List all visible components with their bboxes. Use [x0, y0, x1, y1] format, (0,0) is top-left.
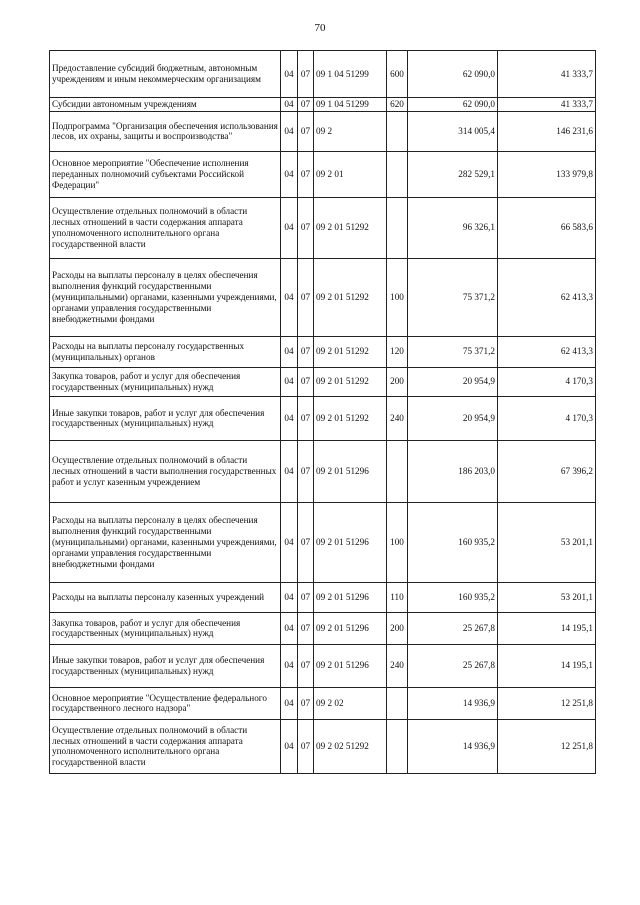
row-subsection-code: 07 — [298, 111, 314, 151]
row-amount-1: 282 529,1 — [408, 151, 498, 197]
row-name: Осуществление отдельных полномочий в области лесных отношений в части содержания аппарата уполномоченного исполнительного органа государственной власти — [50, 719, 281, 773]
row-amount-2: 41 333,7 — [498, 98, 596, 112]
row-amount-2: 4 170,3 — [498, 367, 596, 396]
table-row — [50, 197, 596, 258]
row-section-code: 04 — [281, 336, 298, 367]
row-subsection-code: 07 — [298, 687, 314, 719]
row-amount-2: 41 333,7 — [498, 51, 596, 98]
row-expense-type: 600 — [387, 51, 408, 98]
row-subsection-code: 07 — [298, 719, 314, 773]
table-row — [50, 98, 596, 112]
row-name: Основное мероприятие "Осуществление федерального государственного лесного надзора" — [50, 687, 281, 719]
row-amount-2: 53 201,1 — [498, 502, 596, 582]
row-expense-type: 240 — [387, 396, 408, 440]
row-section-code: 04 — [281, 98, 298, 112]
row-expense-type — [387, 687, 408, 719]
table-row — [50, 582, 596, 612]
row-subsection-code: 07 — [298, 151, 314, 197]
row-subsection-code: 07 — [298, 396, 314, 440]
row-name: Иные закупки товаров, работ и услуг для обеспечения государственных (муниципальных) нужд — [50, 644, 281, 687]
row-expense-type — [387, 111, 408, 151]
row-target-article: 09 2 01 51292 — [314, 367, 387, 396]
row-amount-1: 25 267,8 — [408, 612, 498, 644]
row-expense-type: 200 — [387, 367, 408, 396]
row-target-article: 09 2 02 — [314, 687, 387, 719]
table-row — [50, 51, 596, 98]
row-amount-1: 160 935,2 — [408, 582, 498, 612]
row-amount-1: 96 326,1 — [408, 197, 498, 258]
row-expense-type — [387, 151, 408, 197]
row-section-code: 04 — [281, 197, 298, 258]
row-expense-type: 100 — [387, 258, 408, 336]
row-section-code: 04 — [281, 51, 298, 98]
row-amount-1: 314 005,4 — [408, 111, 498, 151]
row-amount-2: 62 413,3 — [498, 336, 596, 367]
row-amount-1: 14 936,9 — [408, 687, 498, 719]
row-amount-2: 67 396,2 — [498, 440, 596, 502]
row-expense-type — [387, 197, 408, 258]
row-subsection-code: 07 — [298, 197, 314, 258]
table-row — [50, 687, 596, 719]
row-expense-type: 100 — [387, 502, 408, 582]
table-row — [50, 440, 596, 502]
row-section-code: 04 — [281, 111, 298, 151]
row-amount-2: 146 231,6 — [498, 111, 596, 151]
row-amount-1: 62 090,0 — [408, 51, 498, 98]
row-name: Закупка товаров, работ и услуг для обеспечения государственных (муниципальных) нужд — [50, 367, 281, 396]
row-amount-1: 160 935,2 — [408, 502, 498, 582]
row-expense-type: 200 — [387, 612, 408, 644]
row-amount-1: 25 267,8 — [408, 644, 498, 687]
row-target-article: 09 2 01 — [314, 151, 387, 197]
row-subsection-code: 07 — [298, 51, 314, 98]
row-subsection-code: 07 — [298, 612, 314, 644]
row-subsection-code: 07 — [298, 582, 314, 612]
row-amount-2: 14 195,1 — [498, 612, 596, 644]
row-amount-2: 133 979,8 — [498, 151, 596, 197]
row-subsection-code: 07 — [298, 644, 314, 687]
row-name: Закупка товаров, работ и услуг для обеспечения государственных (муниципальных) нужд — [50, 612, 281, 644]
row-section-code: 04 — [281, 502, 298, 582]
row-amount-2: 62 413,3 — [498, 258, 596, 336]
row-target-article: 09 2 01 51292 — [314, 197, 387, 258]
row-name: Расходы на выплаты персоналу в целях обеспечения выполнения функций государственными (муниципальными) органами, казенными учреждениями, органами управления государственными внебюджетными фондами — [50, 502, 281, 582]
row-name: Осуществление отдельных полномочий в области лесных отношений в части содержания аппарата уполномоченного исполнительного органа государственной власти — [50, 197, 281, 258]
row-target-article: 09 2 01 51296 — [314, 502, 387, 582]
row-name: Расходы на выплаты персоналу казенных учреждений — [50, 582, 281, 612]
row-target-article: 09 2 01 51296 — [314, 612, 387, 644]
row-name: Расходы на выплаты персоналу государственных (муниципальных) органов — [50, 336, 281, 367]
row-amount-2: 4 170,3 — [498, 396, 596, 440]
row-subsection-code: 07 — [298, 258, 314, 336]
row-section-code: 04 — [281, 367, 298, 396]
row-name: Расходы на выплаты персоналу в целях обеспечения выполнения функций государственными (муниципальными) органами, казенными учреждениями, органами управления государственными внебюджетными фондами — [50, 258, 281, 336]
row-section-code: 04 — [281, 396, 298, 440]
row-target-article: 09 2 — [314, 111, 387, 151]
table-row — [50, 644, 596, 687]
row-section-code: 04 — [281, 440, 298, 502]
row-target-article: 09 1 04 51299 — [314, 98, 387, 112]
row-amount-1: 75 371,2 — [408, 258, 498, 336]
table-row — [50, 336, 596, 367]
row-expense-type: 120 — [387, 336, 408, 367]
row-amount-2: 12 251,8 — [498, 719, 596, 773]
row-section-code: 04 — [281, 719, 298, 773]
row-expense-type: 240 — [387, 644, 408, 687]
row-section-code: 04 — [281, 644, 298, 687]
row-amount-2: 12 251,8 — [498, 687, 596, 719]
table-row — [50, 367, 596, 396]
row-subsection-code: 07 — [298, 502, 314, 582]
table-row — [50, 612, 596, 644]
row-expense-type — [387, 719, 408, 773]
row-subsection-code: 07 — [298, 440, 314, 502]
row-target-article: 09 2 01 51296 — [314, 582, 387, 612]
row-name: Предоставление субсидий бюджетным, автономным учреждениям и иным некоммерческим организациям — [50, 51, 281, 98]
table-row — [50, 396, 596, 440]
table-body — [50, 51, 596, 774]
row-section-code: 04 — [281, 612, 298, 644]
row-section-code: 04 — [281, 151, 298, 197]
row-subsection-code: 07 — [298, 336, 314, 367]
table-row — [50, 719, 596, 773]
row-name: Субсидии автономным учреждениям — [50, 98, 281, 112]
table-row — [50, 151, 596, 197]
row-section-code: 04 — [281, 258, 298, 336]
row-expense-type — [387, 440, 408, 502]
row-amount-2: 53 201,1 — [498, 582, 596, 612]
row-target-article: 09 2 02 51292 — [314, 719, 387, 773]
row-amount-1: 20 954,9 — [408, 396, 498, 440]
row-target-article: 09 2 01 51292 — [314, 336, 387, 367]
row-name: Подпрограмма "Организация обеспечения использования лесов, их охраны, защиты и воспроизводства" — [50, 111, 281, 151]
row-target-article: 09 2 01 51296 — [314, 644, 387, 687]
table-row — [50, 502, 596, 582]
row-amount-1: 14 936,9 — [408, 719, 498, 773]
row-amount-1: 20 954,9 — [408, 367, 498, 396]
budget-table — [49, 50, 596, 774]
row-expense-type: 110 — [387, 582, 408, 612]
row-target-article: 09 1 04 51299 — [314, 51, 387, 98]
row-subsection-code: 07 — [298, 367, 314, 396]
row-name: Иные закупки товаров, работ и услуг для обеспечения государственных (муниципальных) нужд — [50, 396, 281, 440]
row-section-code: 04 — [281, 687, 298, 719]
row-amount-1: 62 090,0 — [408, 98, 498, 112]
table-row — [50, 111, 596, 151]
row-subsection-code: 07 — [298, 98, 314, 112]
row-amount-2: 14 195,1 — [498, 644, 596, 687]
row-name: Основное мероприятие "Обеспечение исполнения переданных полномочий субъектами Российской Федерации" — [50, 151, 281, 197]
row-amount-1: 186 203,0 — [408, 440, 498, 502]
row-expense-type: 620 — [387, 98, 408, 112]
page-number: 70 — [314, 22, 326, 34]
row-target-article: 09 2 01 51292 — [314, 258, 387, 336]
row-target-article: 09 2 01 51296 — [314, 440, 387, 502]
row-amount-2: 66 583,6 — [498, 197, 596, 258]
row-amount-1: 75 371,2 — [408, 336, 498, 367]
row-section-code: 04 — [281, 582, 298, 612]
row-name: Осуществление отдельных полномочий в области лесных отношений в части выполнения государственных работ и услуг казенным учреждением — [50, 440, 281, 502]
table-row — [50, 258, 596, 336]
row-target-article: 09 2 01 51292 — [314, 396, 387, 440]
